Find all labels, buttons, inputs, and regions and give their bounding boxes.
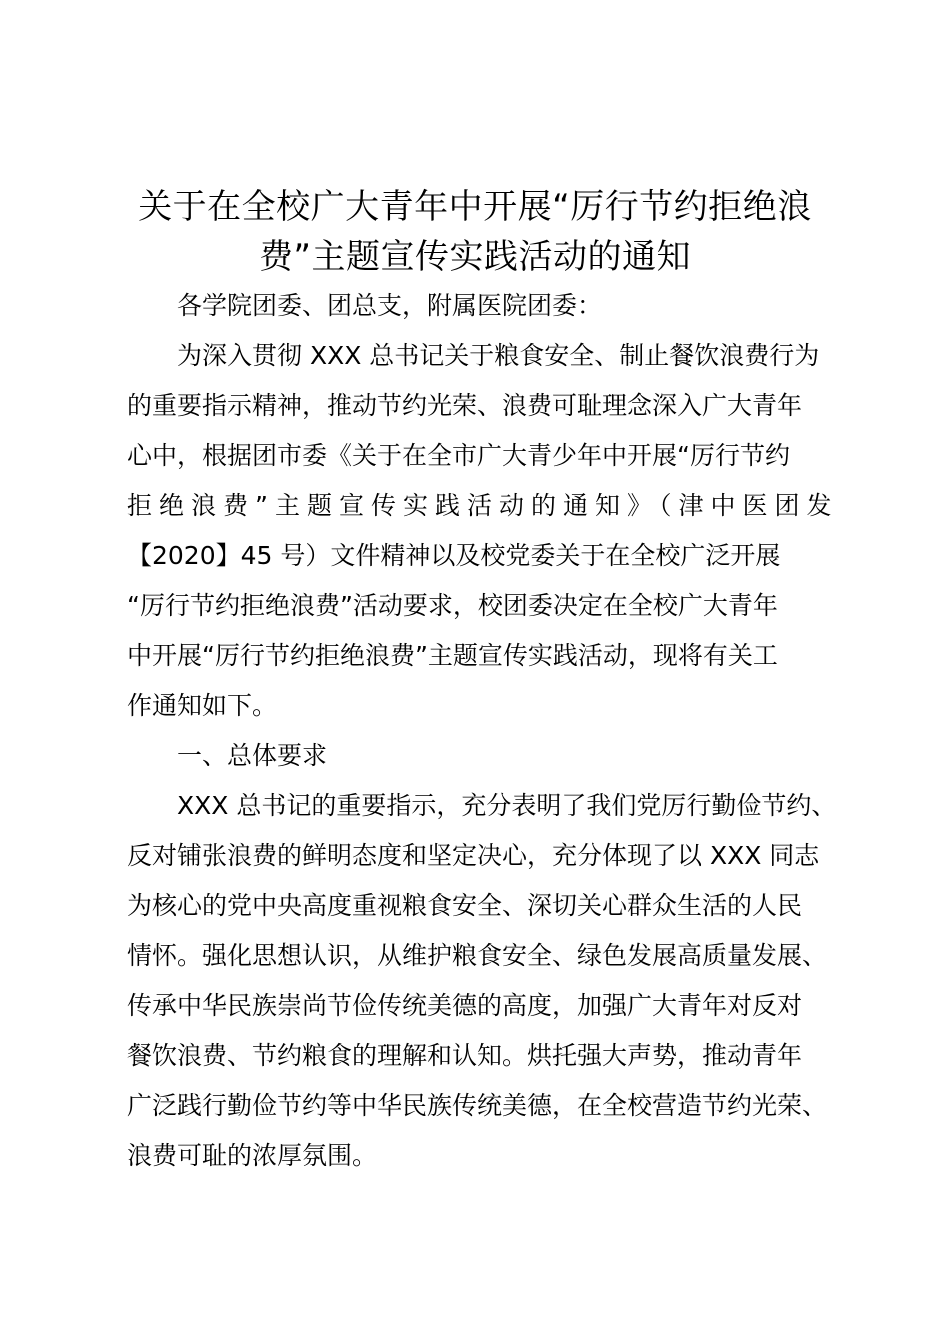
intro-line-6: “厉行节约拒绝浪费”活动要求，校团委决定在全校广大青年: [127, 591, 778, 620]
intro-line-4: [127, 488, 839, 524]
section-1-line-6: 餐饮浪费、节约粮食的理解和认知。烘托强大声势，推动青年: [127, 1041, 803, 1070]
intro-line-8: 作通知如下。: [127, 691, 278, 720]
section-1-heading: 一、总体要求: [177, 741, 328, 770]
intro-line-3: 心中，根据团市委《关于在全市广大青少年中开展“厉行节约: [127, 441, 790, 470]
intro-line-1: 为深入贯彻 XXX 总书记关于粮食安全、制止餐饮浪费行为: [177, 341, 820, 370]
salutation: 各学院团委、团总支，附属医院团委：: [177, 291, 603, 320]
intro-line-4-text: 拒绝浪费”主题宣传实践活动的通知》（津中医团发: [127, 491, 839, 520]
section-1-line-1: XXX 总书记的重要指示，充分表明了我们党厉行勤俭节约、: [177, 791, 837, 820]
section-1-line-2: 反对铺张浪费的鲜明态度和坚定决心，充分体现了以 XXX 同志: [127, 841, 820, 870]
intro-line-7: 中开展“厉行节约拒绝浪费”主题宣传实践活动，现将有关工: [127, 641, 778, 670]
intro-line-5: 【2020】45 号）文件精神以及校党委关于在全校广泛开展: [127, 541, 781, 570]
intro-line-2: 的重要指示精神，推动节约光荣、浪费可耻理念深入广大青年: [127, 391, 803, 420]
section-1-line-8: 浪费可耻的浓厚氛围。: [127, 1141, 378, 1170]
section-1-line-4: 情怀。强化思想认识，从维护粮食安全、绿色发展高质量发展、: [127, 941, 828, 970]
section-1-line-5: 传承中华民族崇尚节俭传统美德的高度，加强广大青年对反对: [127, 991, 803, 1020]
section-1-line-3: 为核心的党中央高度重视粮食安全、深切关心群众生活的人民: [127, 891, 803, 920]
section-1-line-7: 广泛践行勤俭节约等中华民族传统美德，在全校营造节约光荣、: [127, 1091, 828, 1120]
document-title-line-1: 关于在全校广大青年中开展“厉行节约拒绝浪: [138, 187, 812, 227]
document-title-line-2: 费”主题宣传实践活动的通知: [258, 237, 692, 277]
